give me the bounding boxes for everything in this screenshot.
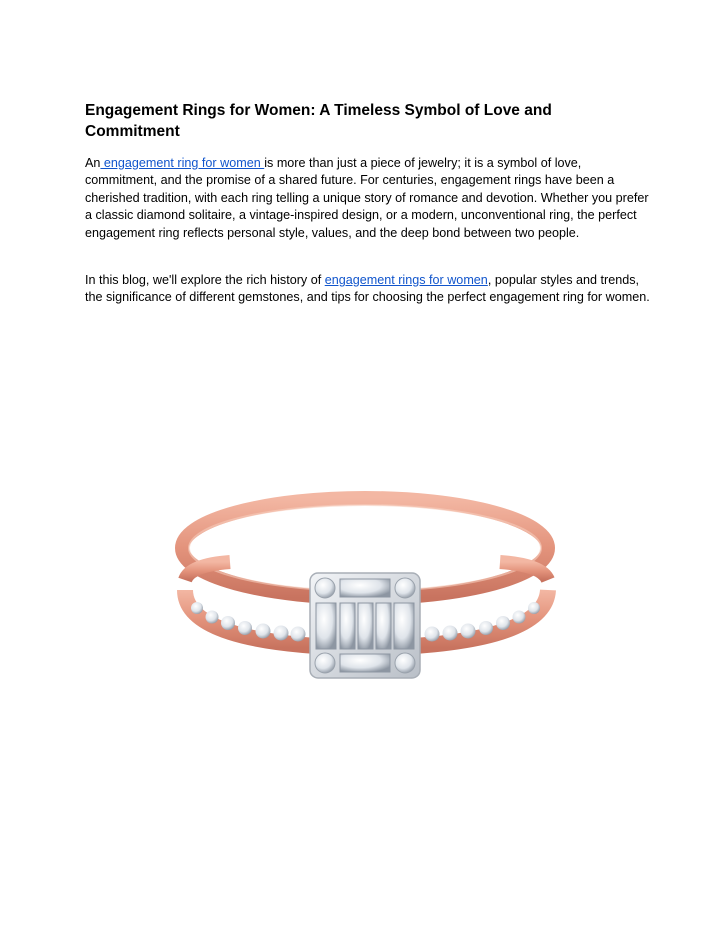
- intro-lead: An: [85, 156, 101, 170]
- center-setting: [310, 573, 420, 678]
- intro-rest: is more than just a piece of jewelry; it is a symbol of love, commitment, and the promise of a shared future. For centuries, engagement rings have been a cherished tradition, with each ring telling a unique story of romance and devotion. Whether you prefer a classic diamond solitaire, a vintage-inspired design, or a modern, unconventional ring, the perfect engagement ring reflects personal style, values, and the deep bond between two people.: [85, 156, 649, 240]
- ring-icon: [170, 470, 560, 700]
- engagement-rings-link[interactable]: engagement rings for women: [324, 273, 488, 287]
- intro-paragraph: [85, 155, 650, 242]
- engagement-ring-link[interactable]: engagement ring for women: [100, 156, 265, 170]
- overview-rest: , popular styles and trends, the significance of different gemstones, and tips for choosing the perfect engagement ring for women.: [85, 273, 650, 305]
- overview-paragraph: [85, 272, 650, 307]
- ring-image: [170, 470, 560, 700]
- article-title: Engagement Rings for Women: A Timeless Symbol of Love and Commitment: [85, 102, 552, 140]
- overview-lead: In this blog, we'll explore the rich history of: [85, 273, 325, 287]
